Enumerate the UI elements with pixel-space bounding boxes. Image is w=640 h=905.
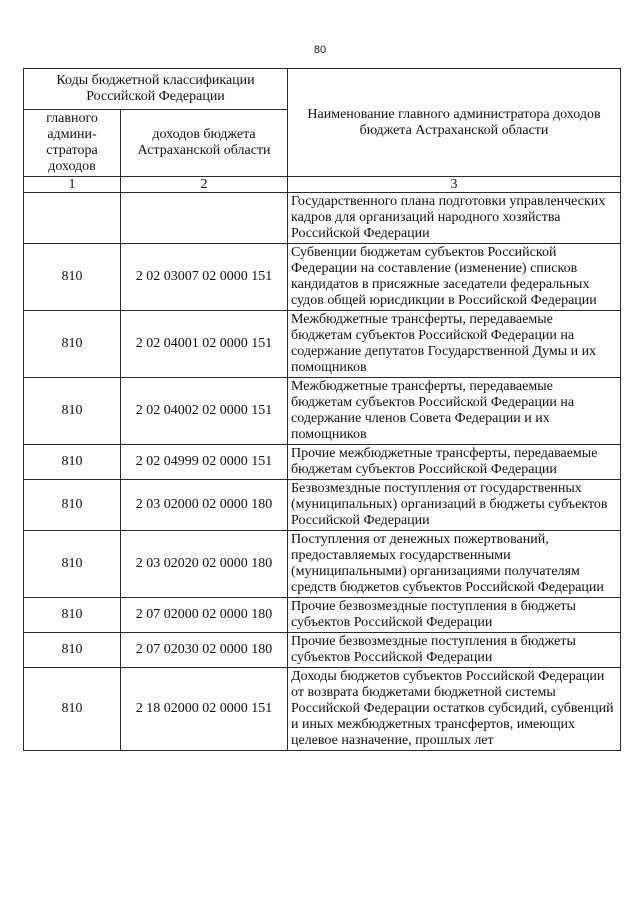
header-code-column: доходов бюджета Астраханской области [121, 110, 288, 177]
revenue-code-cell: 2 18 02000 02 0000 151 [121, 668, 288, 751]
table-row [24, 193, 621, 244]
header-group-title: Коды бюджетной классификации Российской Федерации [24, 69, 288, 110]
admin-code-cell: 810 [24, 244, 121, 311]
description-cell: Прочие безвозмездные поступления в бюджеты субъектов Российской Федерации [288, 633, 621, 668]
admin-code-cell: 810 [24, 378, 121, 445]
header-name-column: Наименование главного администратора доходов бюджета Астраханской области [288, 69, 621, 177]
revenue-code-cell [121, 193, 288, 244]
header-row-numbers [24, 177, 621, 193]
revenue-code-cell: 2 03 02020 02 0000 180 [121, 531, 288, 598]
budget-classification-table [23, 68, 621, 751]
admin-code-cell: 810 [24, 531, 121, 598]
admin-code-cell: 810 [24, 598, 121, 633]
revenue-code-cell: 2 02 04002 02 0000 151 [121, 378, 288, 445]
table-row [24, 531, 621, 598]
revenue-code-cell: 2 07 02000 02 0000 180 [121, 598, 288, 633]
admin-code-cell: 810 [24, 311, 121, 378]
admin-code-cell: 810 [24, 633, 121, 668]
table-row [24, 598, 621, 633]
header-row-group [24, 69, 621, 110]
table-row [24, 480, 621, 531]
revenue-code-cell: 2 07 02030 02 0000 180 [121, 633, 288, 668]
revenue-code-cell: 2 03 02000 02 0000 180 [121, 480, 288, 531]
description-cell: Государственного плана подготовки управленческих кадров для организаций народного хозяйства Российской Федерации [288, 193, 621, 244]
description-cell: Прочие безвозмездные поступления в бюджеты субъектов Российской Федерации [288, 598, 621, 633]
column-number-2: 2 [121, 177, 288, 193]
description-cell: Безвозмездные поступления от государственных (муниципальных) организаций в бюджеты субъектов Российской Федерации [288, 480, 621, 531]
table-row [24, 445, 621, 480]
table-row [24, 633, 621, 668]
admin-code-cell: 810 [24, 480, 121, 531]
admin-code-cell: 810 [24, 445, 121, 480]
column-number-1: 1 [24, 177, 121, 193]
header-admin-column: главного админи-стратора доходов [24, 110, 121, 177]
page-number: 80 [313, 44, 327, 56]
table-row [24, 244, 621, 311]
admin-code-cell: 810 [24, 668, 121, 751]
description-cell: Доходы бюджетов субъектов Российской Федерации от возврата бюджетами бюджетной системы Российской Федерации остатков субсидий, субвенций и иных межбюджетных трансфертов, имеющих целевое назначение, прошлых лет [288, 668, 621, 751]
description-cell: Поступления от денежных пожертвований, предоставляемых государственными (муниципальными) организациями получателям средств бюджетов субъектов Российской Федерации [288, 531, 621, 598]
description-cell: Межбюджетные трансферты, передаваемые бюджетам субъектов Российской Федерации на содержание депутатов Государственной Думы и их помощников [288, 311, 621, 378]
table-row [24, 668, 621, 751]
revenue-code-cell: 2 02 04999 02 0000 151 [121, 445, 288, 480]
description-cell: Межбюджетные трансферты, передаваемые бюджетам субъектов Российской Федерации на содержание членов Совета Федерации и их помощников [288, 378, 621, 445]
table-body [24, 69, 621, 751]
revenue-code-cell: 2 02 03007 02 0000 151 [121, 244, 288, 311]
table-row [24, 378, 621, 445]
table-row [24, 311, 621, 378]
description-cell: Прочие межбюджетные трансферты, передаваемые бюджетам субъектов Российской Федерации [288, 445, 621, 480]
description-cell: Субвенции бюджетам субъектов Российской Федерации на составление (изменение) списков кандидатов в присяжные заседатели федеральных судов общей юрисдикции в Российской Федерации [288, 244, 621, 311]
admin-code-cell [24, 193, 121, 244]
column-number-3: 3 [288, 177, 621, 193]
revenue-code-cell: 2 02 04001 02 0000 151 [121, 311, 288, 378]
